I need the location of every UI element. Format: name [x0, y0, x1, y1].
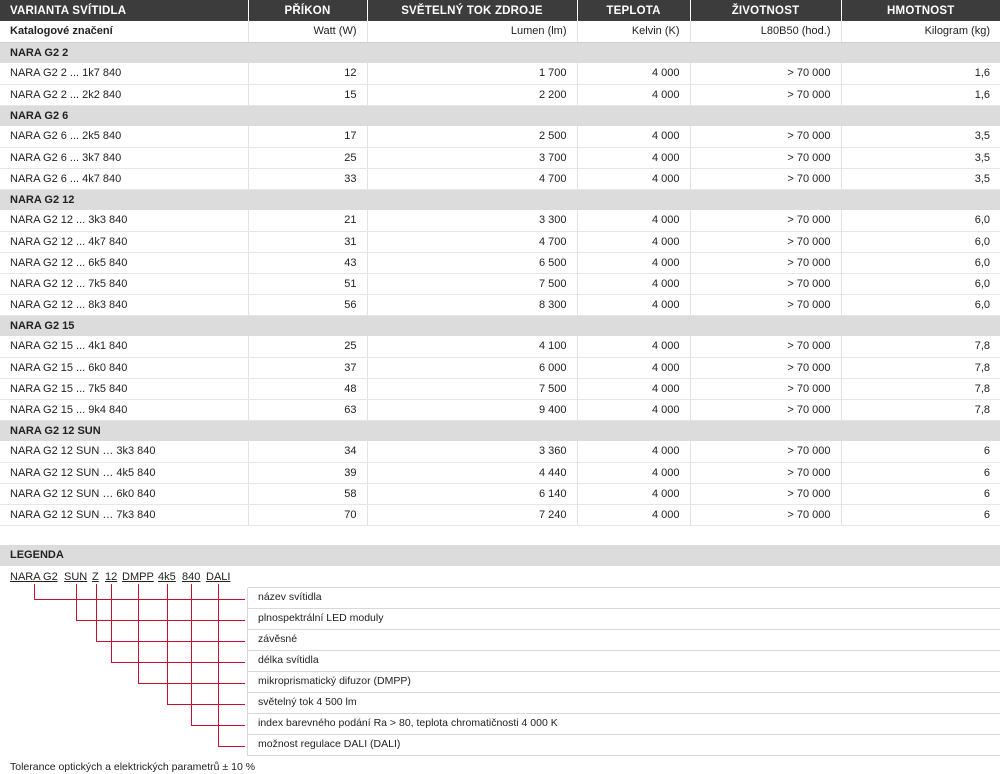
cell-weight: 6 — [841, 441, 1000, 462]
cell-temperature: 4 000 — [577, 462, 690, 483]
table-row — [0, 147, 1000, 168]
cell-flux: 4 440 — [367, 462, 577, 483]
group-row — [0, 420, 1000, 441]
cell-weight: 7,8 — [841, 399, 1000, 420]
group-name: NARA G2 12 — [0, 189, 1000, 210]
legend-connector-vertical — [34, 584, 35, 600]
header-weight: HMOTNOST — [841, 0, 1000, 21]
code-part-flux: 4k5 — [158, 571, 176, 583]
cell-weight: 7,8 — [841, 378, 1000, 399]
cell-temperature: 4 000 — [577, 336, 690, 357]
group-row — [0, 105, 1000, 126]
unit-lumen: Lumen (lm) — [367, 21, 577, 42]
table-row — [0, 126, 1000, 147]
legend-description: index barevného podání Ra > 80, teplota chromatičnosti 4 000 K — [248, 714, 1000, 735]
cell-weight: 6,0 — [841, 210, 1000, 231]
cell-variant: NARA G2 6 ... 4k7 840 — [0, 168, 248, 189]
table-row — [0, 273, 1000, 294]
legend-description: světelný tok 4 500 lm — [248, 693, 1000, 714]
cell-variant: NARA G2 2 ... 2k2 840 — [0, 84, 248, 105]
cell-variant: NARA G2 6 ... 2k5 840 — [0, 126, 248, 147]
cell-flux: 2 500 — [367, 126, 577, 147]
cell-lifetime: > 70 000 — [690, 147, 841, 168]
cell-variant: NARA G2 15 ... 4k1 840 — [0, 336, 248, 357]
cell-flux: 3 700 — [367, 147, 577, 168]
legend-connector-vertical — [96, 584, 97, 642]
cell-power: 58 — [248, 483, 367, 504]
cell-variant: NARA G2 12 ... 4k7 840 — [0, 231, 248, 252]
legend-connector-vertical — [218, 584, 219, 747]
cell-weight: 3,5 — [841, 147, 1000, 168]
cell-weight: 6 — [841, 504, 1000, 525]
cell-power: 25 — [248, 147, 367, 168]
cell-flux: 6 140 — [367, 483, 577, 504]
code-part-cri: 840 — [182, 571, 201, 583]
cell-lifetime: > 70 000 — [690, 504, 841, 525]
cell-lifetime: > 70 000 — [690, 63, 841, 84]
group-name: NARA G2 12 SUN — [0, 420, 1000, 441]
legend-connector-vertical — [111, 584, 112, 663]
cell-flux: 2 200 — [367, 84, 577, 105]
unit-row — [0, 21, 1000, 42]
cell-lifetime: > 70 000 — [690, 84, 841, 105]
cell-lifetime: > 70 000 — [690, 441, 841, 462]
cell-lifetime: > 70 000 — [690, 126, 841, 147]
cell-temperature: 4 000 — [577, 231, 690, 252]
cell-temperature: 4 000 — [577, 126, 690, 147]
legend-connector-vertical — [76, 584, 77, 621]
cell-flux: 3 360 — [367, 441, 577, 462]
legend-description: závěsné — [248, 630, 1000, 651]
cell-variant: NARA G2 12 ... 3k3 840 — [0, 210, 248, 231]
table-row — [0, 84, 1000, 105]
code-part-sun: SUN — [64, 571, 88, 583]
table-row — [0, 63, 1000, 84]
legend-connector-vertical — [191, 584, 192, 726]
cell-weight: 6,0 — [841, 273, 1000, 294]
table-row — [0, 357, 1000, 378]
cell-power: 15 — [248, 84, 367, 105]
cell-flux: 4 700 — [367, 231, 577, 252]
cell-weight: 6 — [841, 462, 1000, 483]
unit-kelvin: Kelvin (K) — [577, 21, 690, 42]
table-row — [0, 294, 1000, 315]
legend-connector-horizontal — [76, 620, 245, 621]
cell-weight: 1,6 — [841, 84, 1000, 105]
cell-temperature: 4 000 — [577, 294, 690, 315]
table-row — [0, 231, 1000, 252]
legend-connector-vertical — [138, 584, 139, 684]
legend-description: název svítidla — [248, 588, 1000, 609]
group-name: NARA G2 2 — [0, 42, 1000, 63]
cell-temperature: 4 000 — [577, 504, 690, 525]
legend-title: LEGENDA — [0, 545, 1000, 566]
cell-power: 56 — [248, 294, 367, 315]
cell-variant: NARA G2 12 SUN … 4k5 840 — [0, 462, 248, 483]
cell-weight: 3,5 — [841, 168, 1000, 189]
cell-weight: 6,0 — [841, 252, 1000, 273]
cell-flux: 8 300 — [367, 294, 577, 315]
cell-flux: 3 300 — [367, 210, 577, 231]
cell-variant: NARA G2 12 ... 7k5 840 — [0, 273, 248, 294]
legend-description: plnospektrální LED moduly — [248, 609, 1000, 630]
cell-power: 31 — [248, 231, 367, 252]
cell-temperature: 4 000 — [577, 252, 690, 273]
cell-flux: 6 500 — [367, 252, 577, 273]
code-part-name: NARA G2 — [10, 571, 58, 583]
cell-lifetime: > 70 000 — [690, 294, 841, 315]
cell-lifetime: > 70 000 — [690, 168, 841, 189]
cell-variant: NARA G2 15 ... 7k5 840 — [0, 378, 248, 399]
header-lifetime: ŽIVOTNOST — [690, 0, 841, 21]
cell-power: 21 — [248, 210, 367, 231]
cell-weight: 6,0 — [841, 231, 1000, 252]
unit-watt: Watt (W) — [248, 21, 367, 42]
table-row — [0, 252, 1000, 273]
cell-variant: NARA G2 12 SUN … 6k0 840 — [0, 483, 248, 504]
cell-flux: 9 400 — [367, 399, 577, 420]
unit-lifetime: L80B50 (hod.) — [690, 21, 841, 42]
header-flux: SVĚTELNÝ TOK ZDROJE — [367, 0, 577, 21]
table-row — [0, 336, 1000, 357]
cell-power: 37 — [248, 357, 367, 378]
cell-temperature: 4 000 — [577, 168, 690, 189]
cell-weight: 7,8 — [841, 336, 1000, 357]
cell-power: 48 — [248, 378, 367, 399]
cell-power: 17 — [248, 126, 367, 147]
legend-connector-horizontal — [167, 704, 245, 705]
table-row — [0, 399, 1000, 420]
cell-power: 70 — [248, 504, 367, 525]
cell-power: 34 — [248, 441, 367, 462]
table-row — [0, 168, 1000, 189]
table-row — [0, 378, 1000, 399]
table-row — [0, 441, 1000, 462]
cell-flux: 4 700 — [367, 168, 577, 189]
cell-temperature: 4 000 — [577, 378, 690, 399]
table-row — [0, 504, 1000, 525]
cell-variant: NARA G2 12 SUN … 3k3 840 — [0, 441, 248, 462]
cell-flux: 6 000 — [367, 357, 577, 378]
group-row — [0, 42, 1000, 63]
cell-temperature: 4 000 — [577, 210, 690, 231]
legend-description: mikroprismatický difuzor (DMPP) — [248, 672, 1000, 693]
cell-power: 25 — [248, 336, 367, 357]
cell-temperature: 4 000 — [577, 483, 690, 504]
cell-flux: 4 100 — [367, 336, 577, 357]
group-name: NARA G2 15 — [0, 315, 1000, 336]
header-row — [0, 0, 1000, 21]
legend-connector-vertical — [167, 584, 168, 705]
cell-power: 43 — [248, 252, 367, 273]
cell-temperature: 4 000 — [577, 84, 690, 105]
cell-lifetime: > 70 000 — [690, 252, 841, 273]
unit-catalog: Katalogové značení — [0, 21, 248, 42]
cell-power: 51 — [248, 273, 367, 294]
legend-connector-horizontal — [34, 599, 245, 600]
cell-temperature: 4 000 — [577, 357, 690, 378]
unit-kilogram: Kilogram (kg) — [841, 21, 1000, 42]
table-row — [0, 462, 1000, 483]
cell-lifetime: > 70 000 — [690, 483, 841, 504]
cell-lifetime: > 70 000 — [690, 357, 841, 378]
cell-power: 33 — [248, 168, 367, 189]
cell-variant: NARA G2 2 ... 1k7 840 — [0, 63, 248, 84]
table-row — [0, 210, 1000, 231]
cell-lifetime: > 70 000 — [690, 210, 841, 231]
header-variant: VARIANTA SVÍTIDLA — [0, 0, 248, 21]
cell-flux: 7 240 — [367, 504, 577, 525]
header-temperature: TEPLOTA — [577, 0, 690, 21]
spec-table-body — [0, 42, 1000, 546]
cell-variant: NARA G2 15 ... 9k4 840 — [0, 399, 248, 420]
table-row — [0, 483, 1000, 504]
cell-lifetime: > 70 000 — [690, 399, 841, 420]
cell-power: 39 — [248, 462, 367, 483]
cell-temperature: 4 000 — [577, 273, 690, 294]
cell-temperature: 4 000 — [577, 147, 690, 168]
legend-connector-horizontal — [218, 746, 245, 747]
cell-lifetime: > 70 000 — [690, 378, 841, 399]
cell-variant: NARA G2 12 SUN … 7k3 840 — [0, 504, 248, 525]
cell-lifetime: > 70 000 — [690, 231, 841, 252]
cell-weight: 3,5 — [841, 126, 1000, 147]
cell-flux: 7 500 — [367, 273, 577, 294]
cell-lifetime: > 70 000 — [690, 273, 841, 294]
cell-variant: NARA G2 12 ... 8k3 840 — [0, 294, 248, 315]
legend-description: možnost regulace DALI (DALI) — [248, 735, 1000, 756]
cell-flux: 1 700 — [367, 63, 577, 84]
cell-flux: 7 500 — [367, 378, 577, 399]
code-part-dmpp: DMPP — [122, 571, 154, 583]
cell-temperature: 4 000 — [577, 399, 690, 420]
spacer-cell — [0, 525, 1000, 546]
code-part-length: 12 — [105, 571, 118, 583]
tolerance-note: Tolerance optických a elektrických parametrů ± 10 % — [10, 761, 256, 773]
group-row — [0, 189, 1000, 210]
legend-connector-horizontal — [111, 662, 245, 663]
cell-weight: 1,6 — [841, 63, 1000, 84]
cell-weight: 7,8 — [841, 357, 1000, 378]
cell-weight: 6,0 — [841, 294, 1000, 315]
code-part-dali: DALI — [206, 571, 231, 583]
legend-connector-horizontal — [96, 641, 245, 642]
cell-lifetime: > 70 000 — [690, 462, 841, 483]
cell-power: 12 — [248, 63, 367, 84]
group-name: NARA G2 6 — [0, 105, 1000, 126]
cell-variant: NARA G2 6 ... 3k7 840 — [0, 147, 248, 168]
spacer-row — [0, 525, 1000, 546]
cell-lifetime: > 70 000 — [690, 336, 841, 357]
header-power: PŘÍKON — [248, 0, 367, 21]
cell-temperature: 4 000 — [577, 441, 690, 462]
cell-variant: NARA G2 15 ... 6k0 840 — [0, 357, 248, 378]
cell-weight: 6 — [841, 483, 1000, 504]
cell-variant: NARA G2 12 ... 6k5 840 — [0, 252, 248, 273]
cell-power: 63 — [248, 399, 367, 420]
legend-description: délka svítidla — [248, 651, 1000, 672]
code-part-z: Z — [92, 571, 99, 583]
group-row — [0, 315, 1000, 336]
cell-temperature: 4 000 — [577, 63, 690, 84]
